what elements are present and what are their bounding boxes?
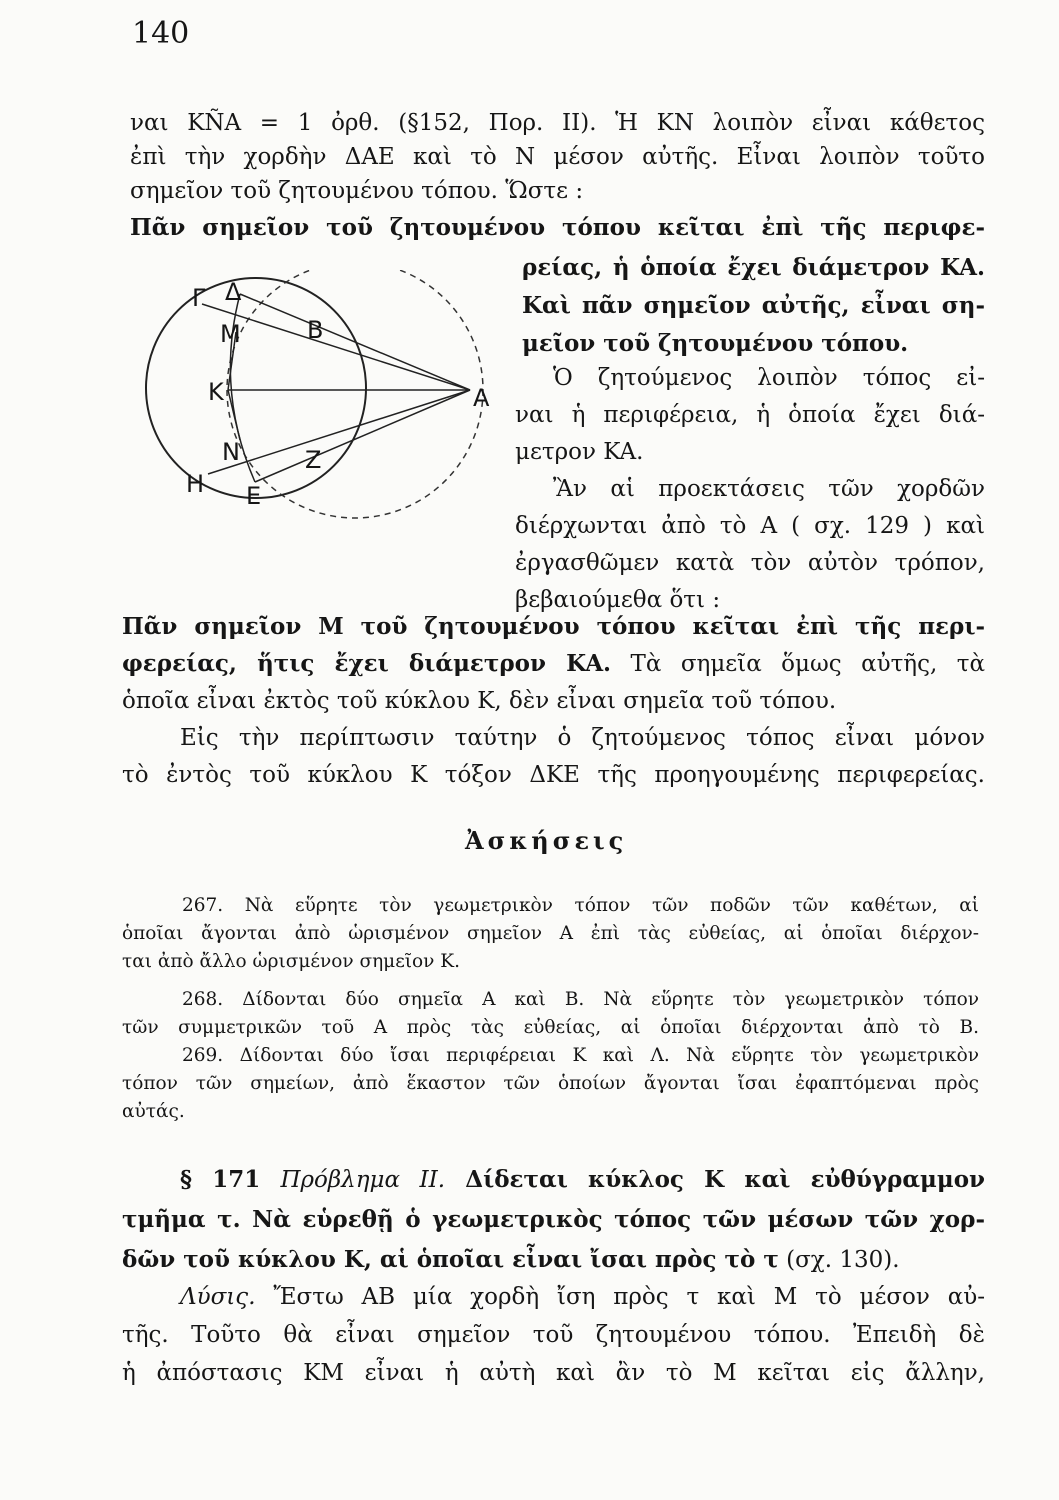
theorem-line: μεῖον τοῦ ζητουμένου τόπου. xyxy=(522,330,909,357)
conclusion-line: μετρον KA. xyxy=(515,439,644,465)
page-number: 140 xyxy=(132,16,190,51)
theorem-line: Καὶ πᾶν σημεῖον αὐτῆς, εἶναι ση- xyxy=(522,292,985,319)
exercise-line: ὁποῖαι ἄγονται ἀπὸ ὡρισμένον σημεῖον A ἐπὶ τὰς εὐθείας, αἱ ὁποῖαι διέρχον- xyxy=(122,923,979,944)
theorem-line: ρείας, ἡ ὁποία ἔχει διάμετρον KA. xyxy=(522,254,985,281)
exercises-heading: Ἀσκήσεις xyxy=(465,826,628,855)
conclusion-line: ναι ἡ περιφέρεια, ἡ ὁποία ἔχει διά- xyxy=(515,402,985,428)
intro-paragraph xyxy=(130,106,985,208)
theorem-2 xyxy=(122,608,985,794)
problem-statement xyxy=(122,1160,985,1280)
circle-k xyxy=(146,278,366,498)
conclusion-line: Ἂν αἱ προεκτάσεις τῶν χορδῶν xyxy=(553,476,985,502)
conclusion-line: βεβαιούμεθα ὅτι : xyxy=(515,587,721,613)
problem-rest: Δίδεται κύκλος K καὶ εὐθύγραμμον xyxy=(445,1166,985,1193)
label-m: M xyxy=(220,320,241,348)
locus-circle-ka xyxy=(227,270,483,518)
conclusion-line: διέρχωνται ἀπὸ τὸ A ( σχ. 129 ) καὶ xyxy=(515,513,985,539)
chord-line xyxy=(202,304,470,390)
theorem-rest: Τὰ σημεῖα ὅμως αὐτῆς, τὰ xyxy=(611,651,985,677)
theorem-1 xyxy=(130,211,985,245)
conclusion-line: ἐργασθῶμεν κατὰ τὸν αὐτὸν τρόπον, xyxy=(515,550,985,576)
problem-number: § 171 xyxy=(180,1166,281,1193)
label-h: H xyxy=(186,470,205,498)
intro-line: ναι KÑA = 1 ὀρθ. (§152, Πορ. II). Ἡ KN λοιπὸν εἶναι κάθετος xyxy=(130,110,985,136)
exercise-line: 269. Δίδονται δύο ἴσαι περιφέρειαι K καὶ Λ. Νὰ εὕρητε τὸν γεωμετρικὸν xyxy=(182,1045,979,1066)
conclusion-line: Ὁ ζητούμενος λοιπὸν τόπος εἰ- xyxy=(553,365,985,391)
label-b: B xyxy=(307,316,324,344)
chord-line xyxy=(240,294,470,390)
conclusion-paragraph xyxy=(515,360,985,619)
theorem-bold: φερείας, ἥτις ἔχει διάμετρον KA. xyxy=(122,650,612,677)
theorem-line: τὸ ἐντὸς τοῦ κύκλου K τόξον ΔKE τῆς προηγουμένης περιφερείας. xyxy=(122,762,985,788)
exercise-line: ται ἀπὸ ἄλλο ὡρισμένον σημεῖον K. xyxy=(122,951,460,972)
intro-line: ἐπὶ τὴν χορδὴν ΔAE καὶ τὸ N μέσον αὐτῆς. Εἶναι λοιπὸν τοῦτο xyxy=(130,144,985,170)
label-d: Δ xyxy=(225,278,242,306)
label-k: K xyxy=(208,378,224,406)
theorem-line: ὁποῖα εἶναι ἐκτὸς τοῦ κύκλου K, δὲν εἶναι σημεῖα τοῦ τόπου. xyxy=(122,688,837,714)
problem-rest: (σχ. 130). xyxy=(778,1247,900,1273)
problem-line: τμῆμα τ. Νὰ εὑρεθῇ ὁ γεωμετρικὸς τόπος τῶν μέσων τῶν χορ- xyxy=(122,1206,985,1233)
intro-line: σημεῖον τοῦ ζητουμένου τόπου. Ὥστε : xyxy=(130,178,584,204)
theorem-line xyxy=(122,645,985,683)
problem-line xyxy=(122,1160,985,1200)
solution-rest: Ἔστω AB μία χορδὴ ἴση πρὸς τ καὶ M τὸ μέσον αὐ- xyxy=(255,1284,985,1310)
label-z: Z xyxy=(305,446,322,474)
problem-line xyxy=(122,1240,985,1280)
solution-paragraph xyxy=(122,1278,985,1392)
problem-bold: δῶν τοῦ κύκλου K, αἱ ὁποῖαι εἶναι ἴσαι πρὸς τὸ τ xyxy=(122,1246,779,1273)
problem-label: Πρόβλημα II. xyxy=(280,1167,446,1193)
theorem-line: Εἰς τὴν περίπτωσιν ταύτην ὁ ζητούμενος τόπος εἶναι μόνον xyxy=(180,725,985,751)
label-a: A xyxy=(473,384,490,412)
label-g: Γ xyxy=(192,284,206,312)
theorem-line: Πᾶν σημεῖον M τοῦ ζητουμένου τόπου κεῖται ἐπὶ τῆς περι- xyxy=(122,613,985,640)
solution-line: ἡ ἀπόστασις KM εἶναι ἡ αὐτὴ καὶ ἂν τὸ M κεῖται εἰς ἄλλην, xyxy=(122,1360,985,1386)
exercise-line: 268. Δίδονται δύο σημεῖα A καὶ B. Νὰ εὕρητε τὸν γεωμετρικὸν τόπον xyxy=(182,989,979,1010)
exercise-line: τῶν συμμετρικῶν τοῦ A πρὸς τὰς εὐθείας, αἱ ὁποῖαι διέρχονται ἀπὸ τὸ B. xyxy=(122,1017,979,1038)
solution-line: τῆς. Τοῦτο θὰ εἶναι σημεῖον τοῦ ζητουμένου τόπου. Ἐπειδὴ δὲ xyxy=(122,1322,985,1348)
exercise-line: 267. Νὰ εὕρητε τὸν γεωμετρικὸν τόπον τῶν ποδῶν τῶν καθέτων, αἱ xyxy=(182,895,979,916)
theorem-1-cont xyxy=(522,251,985,361)
label-n: N xyxy=(222,438,240,466)
geometry-figure xyxy=(130,270,510,530)
chord-line xyxy=(255,390,470,482)
exercise-267 xyxy=(122,892,979,976)
solution-line xyxy=(122,1278,985,1316)
exercise-268 xyxy=(122,986,979,1042)
solution-label: Λύσις. xyxy=(180,1284,256,1310)
exercise-line: αὐτάς. xyxy=(122,1101,185,1122)
theorem-line: Πᾶν σημεῖον τοῦ ζητουμένου τόπου κεῖται ἐπὶ τῆς περιφε- xyxy=(130,214,985,241)
exercise-269 xyxy=(122,1042,979,1126)
exercise-line: τόπον τῶν σημείων, ἀπὸ ἕκαστον τῶν ὁποίων ἄγονται ἴσαι ἐφαπτόμεναι πρὸς xyxy=(122,1073,979,1094)
label-e: E xyxy=(246,482,262,510)
